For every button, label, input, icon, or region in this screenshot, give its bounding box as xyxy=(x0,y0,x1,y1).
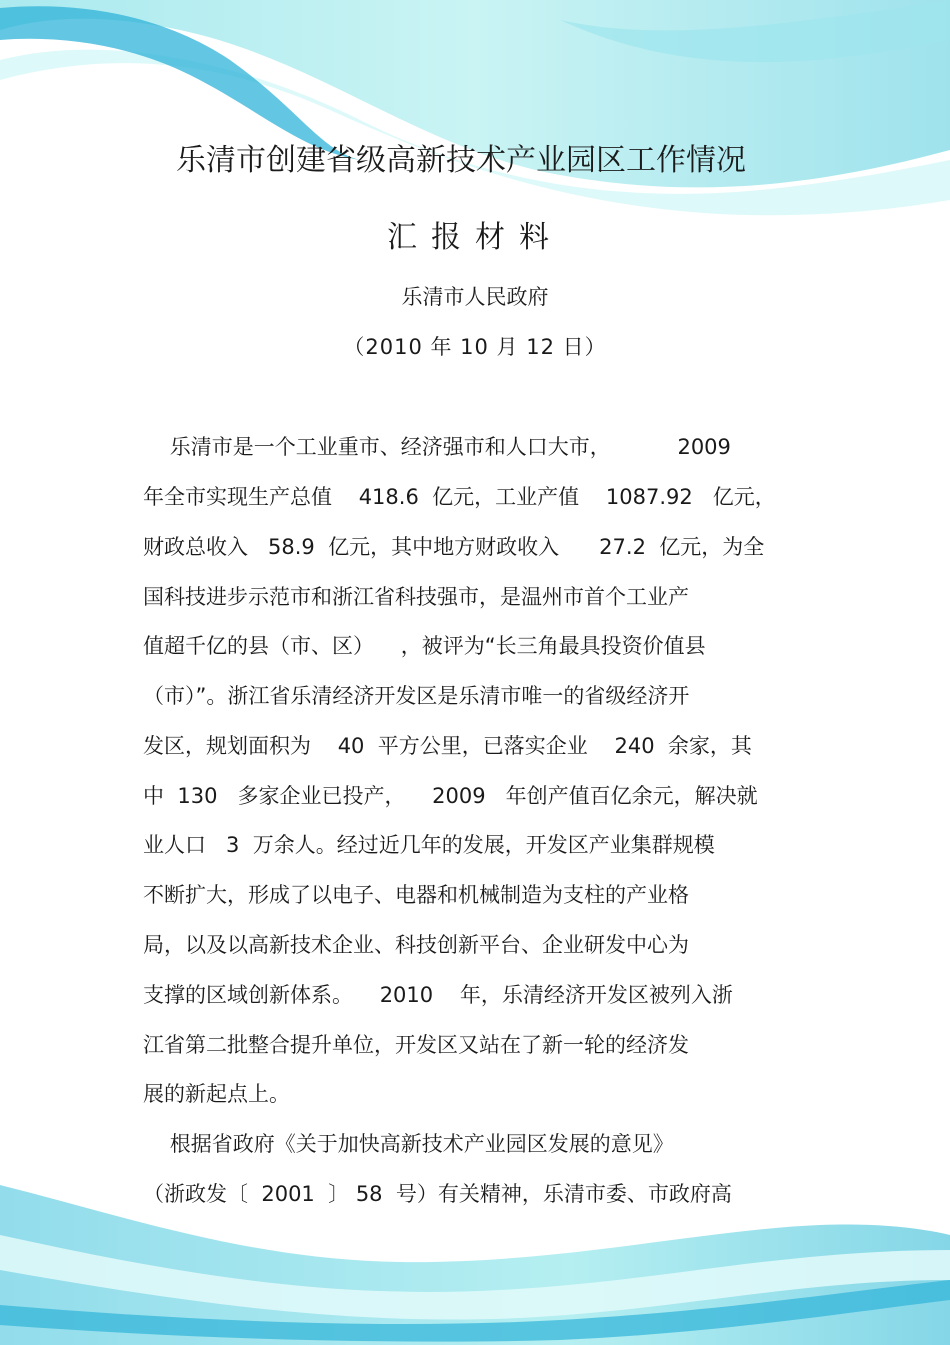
body-line: 业人口 3 万余人。经过近几年的发展，开发区产业集群规模 xyxy=(143,833,715,857)
body-line: 根据省政府《关于加快高新技术产业园区发展的意见》 xyxy=(143,1132,674,1156)
body-line: 发区，规划面积为 40 平方公里，已落实企业 240 余家，其 xyxy=(143,734,752,758)
body-line: 国科技进步示范市和浙江省科技强市，是温州市首个工业产 xyxy=(143,585,689,609)
document-author: 乐清市人民政府 xyxy=(401,285,549,309)
body-line: 支撑的区域创新体系。 2010 年，乐清经济开发区被列入浙 xyxy=(143,983,733,1007)
body-line: 江省第二批整合提升单位，开发区又站在了新一轮的经济发 xyxy=(143,1033,689,1057)
document-date: （2010 年 10 月 12 日） xyxy=(343,335,607,359)
body-line: （市）”。浙江省乐清经济开发区是乐清市唯一的省级经济开 xyxy=(143,684,690,708)
document-subtitle: 汇报材料 xyxy=(387,220,563,255)
body-line: 局，以及以高新技术企业、科技创新平台、企业研发中心为 xyxy=(143,933,689,957)
body-line: 年全市实现生产总值 418.6 亿元，工业产值 1087.92 亿元， xyxy=(143,485,776,509)
document-title: 乐清市创建省级高新技术产业园区工作情况 xyxy=(176,143,746,178)
body-line: 中 130 多家企业已投产， 2009 年创产值百亿余元，解决就 xyxy=(143,784,758,808)
body-line: 展的新起点上。 xyxy=(143,1082,290,1106)
body-line: 乐清市是一个工业重市、经济强市和人口大市， 2009 xyxy=(143,435,731,459)
body-line: 不断扩大，形成了以电子、电器和机械制造为支柱的产业格 xyxy=(143,883,689,907)
body-line: 财政总收入 58.9 亿元，其中地方财政收入 27.2 亿元，为全 xyxy=(143,535,765,559)
body-line: （浙政发〔 2001 〕 58 号）有关精神，乐清市委、市政府高 xyxy=(143,1182,732,1206)
body-line: 值超千亿的县（市、区） ，被评为“长三角最具投资价值县 xyxy=(143,634,706,658)
